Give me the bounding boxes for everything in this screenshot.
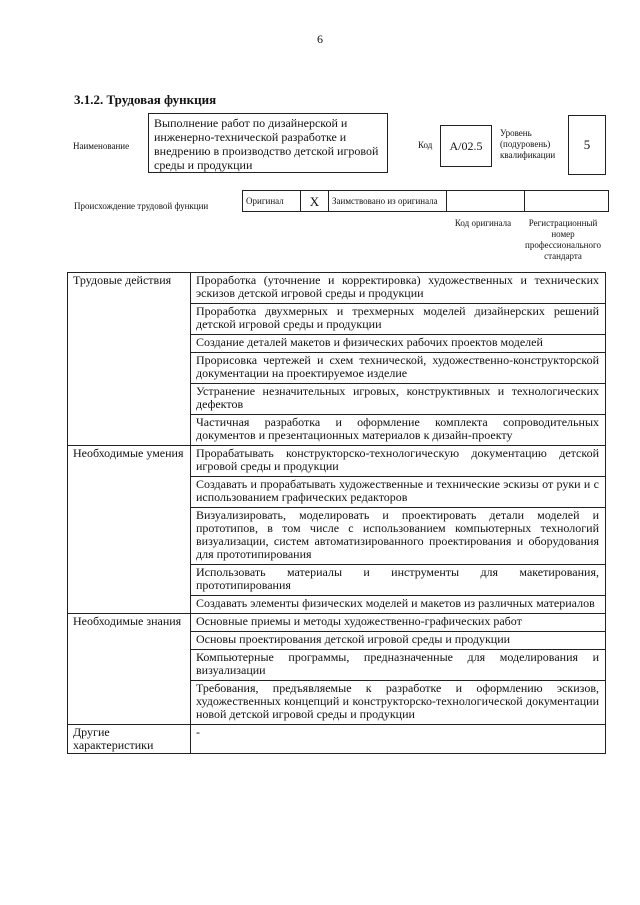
item-cell: Создание деталей макетов и физических рабочих проектов моделей — [191, 335, 606, 353]
category-cell: Необходимые умения — [68, 446, 191, 614]
item-cell: Создавать и прорабатывать художественные и технические эскизы от руки и с использованием графических редакторов — [191, 477, 606, 508]
code-value-box: A/02.5 — [440, 125, 492, 167]
item-cell: Создавать элементы физических моделей и макетов из различных материалов — [191, 596, 606, 614]
item-cell: Основы проектирования детской игровой среды и продукции — [191, 632, 606, 650]
item-cell: Прорисовка чертежей и схем технической, художественно-конструкторской документации на проектируемое изделие — [191, 353, 606, 384]
level-label: Уровень (подуровень) квалификации — [500, 128, 556, 160]
origin-code-caption: Код оригинала — [454, 218, 512, 228]
origin-code-cell — [447, 191, 525, 212]
origin-table — [242, 190, 609, 212]
item-cell: Проработка двухмерных и трехмерных моделей дизайнерских решений детской игровой среды и продукции — [191, 304, 606, 335]
function-table — [67, 272, 606, 754]
item-cell: - — [191, 725, 606, 754]
page-number: 6 — [317, 32, 323, 46]
table-row — [68, 725, 606, 754]
item-cell: Устранение незначительных игровых, конструктивных и технологических дефектов — [191, 384, 606, 415]
origin-label: Происхождение трудовой функции — [74, 201, 209, 211]
item-cell: Требования, предъявляемые к разработке и оформлению эскизов, художественных концепций и конструкторско-технологической документации новой детской игровой среды и продукции — [191, 681, 606, 725]
item-cell: Визуализировать, моделировать и проектировать детали моделей и прототипов, в том числе с использованием компьютерных технологий визуализации, систем автоматизированного проектирования и оборудования для прототипирования — [191, 508, 606, 565]
code-label: Код — [418, 140, 433, 150]
name-label: Наименование — [73, 141, 130, 151]
category-cell: Необходимые знания — [68, 614, 191, 725]
function-name-box: Выполнение работ по дизайнерской и инженерно-технической разработке и внедрению в производство детской игровой среды и продукции — [148, 113, 388, 173]
item-cell: Проработка (уточнение и корректировка) художественных и технических эскизов детской игровой среды и продукции — [191, 273, 606, 304]
table-row — [68, 273, 606, 304]
section-title: 3.1.2. Трудовая функция — [74, 92, 217, 107]
category-cell: Трудовые действия — [68, 273, 191, 446]
original-mark-cell: X — [301, 191, 329, 212]
registration-caption: Регистрационный номер профессионального стандарта — [525, 218, 601, 261]
item-cell: Использовать материалы и инструменты для макетирования, прототипирования — [191, 565, 606, 596]
borrowed-cell: Заимствовано из оригинала — [329, 191, 447, 212]
registration-cell — [525, 191, 609, 212]
original-cell: Оригинал — [243, 191, 301, 212]
table-row — [68, 446, 606, 477]
table-row — [68, 614, 606, 632]
category-cell: Другие характеристики — [68, 725, 191, 754]
level-value-box: 5 — [568, 115, 606, 175]
item-cell: Основные приемы и методы художественно-графических работ — [191, 614, 606, 632]
item-cell: Компьютерные программы, предназначенные для моделирования и визуализации — [191, 650, 606, 681]
item-cell: Прорабатывать конструкторско-технологическую документацию детской игровой среды и продукции — [191, 446, 606, 477]
item-cell: Частичная разработка и оформление комплекта сопроводительных документов и презентационных материалов к дизайн-проекту — [191, 415, 606, 446]
